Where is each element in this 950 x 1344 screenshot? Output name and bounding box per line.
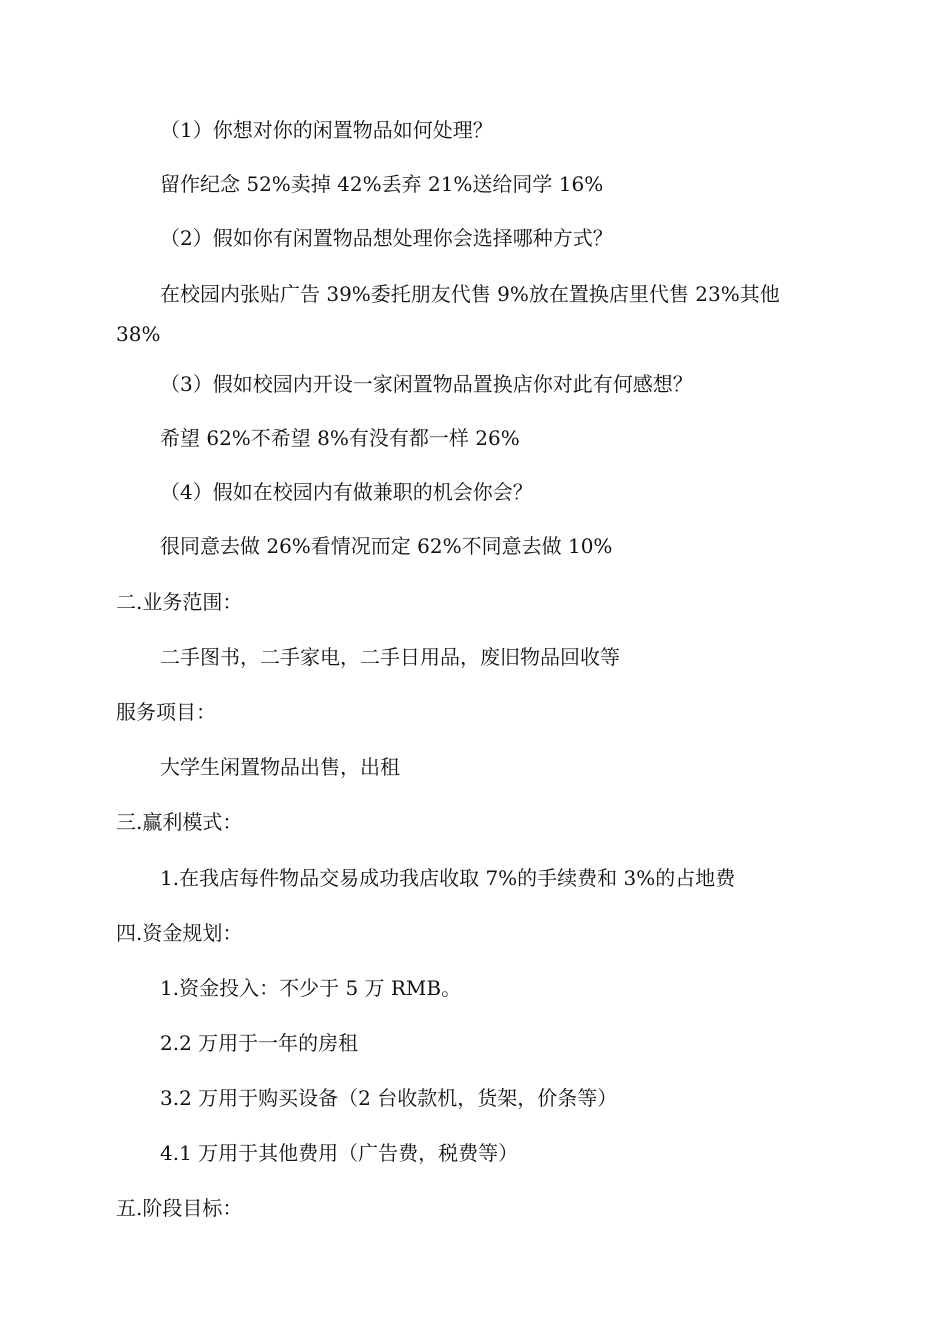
survey-answer-1: 留作纪念 52%卖掉 42%丢弃 21%送给同学 16% xyxy=(160,172,604,196)
funding-item-3: 3.2 万用于购买设备（2 台收款机，货架，价条等） xyxy=(160,1086,618,1110)
funding-item-2: 2.2 万用于一年的房租 xyxy=(160,1031,359,1055)
section-heading-stage-goals: 五.阶段目标： xyxy=(116,1196,243,1220)
survey-question-3: （3）假如校园内开设一家闲置物品置换店你对此有何感想？ xyxy=(160,372,693,396)
funding-item-4: 4.1 万用于其他费用（广告费，税费等） xyxy=(160,1141,519,1165)
section-heading-business-scope: 二.业务范围： xyxy=(116,590,243,614)
section-heading-profit-model: 三.赢利模式： xyxy=(116,810,243,834)
survey-question-1: （1）你想对你的闲置物品如何处理？ xyxy=(160,118,493,142)
survey-answer-4: 很同意去做 26%看情况而定 62%不同意去做 10% xyxy=(160,534,613,558)
section-heading-service-items: 服务项目： xyxy=(116,700,216,724)
survey-answer-3: 希望 62%不希望 8%有没有都一样 26% xyxy=(160,426,520,450)
survey-answer-2: 在校园内张贴广告 39%委托朋友代售 9%放在置换店里代售 23%其他 38% xyxy=(116,282,780,346)
funding-item-1: 1.资金投入：不少于 5 万 RMB。 xyxy=(160,976,462,1000)
service-items-text: 大学生闲置物品出售，出租 xyxy=(160,755,400,779)
survey-question-2: （2）假如你有闲置物品想处理你会选择哪种方式？ xyxy=(160,226,613,250)
section-heading-funding-plan: 四.资金规划： xyxy=(116,921,243,945)
profit-model-text: 1.在我店每件物品交易成功我店收取 7%的手续费和 3%的占地费 xyxy=(160,866,736,890)
survey-question-4: （4）假如在校园内有做兼职的机会你会？ xyxy=(160,480,533,504)
business-scope-text: 二手图书，二手家电，二手日用品，废旧物品回收等 xyxy=(160,645,620,669)
